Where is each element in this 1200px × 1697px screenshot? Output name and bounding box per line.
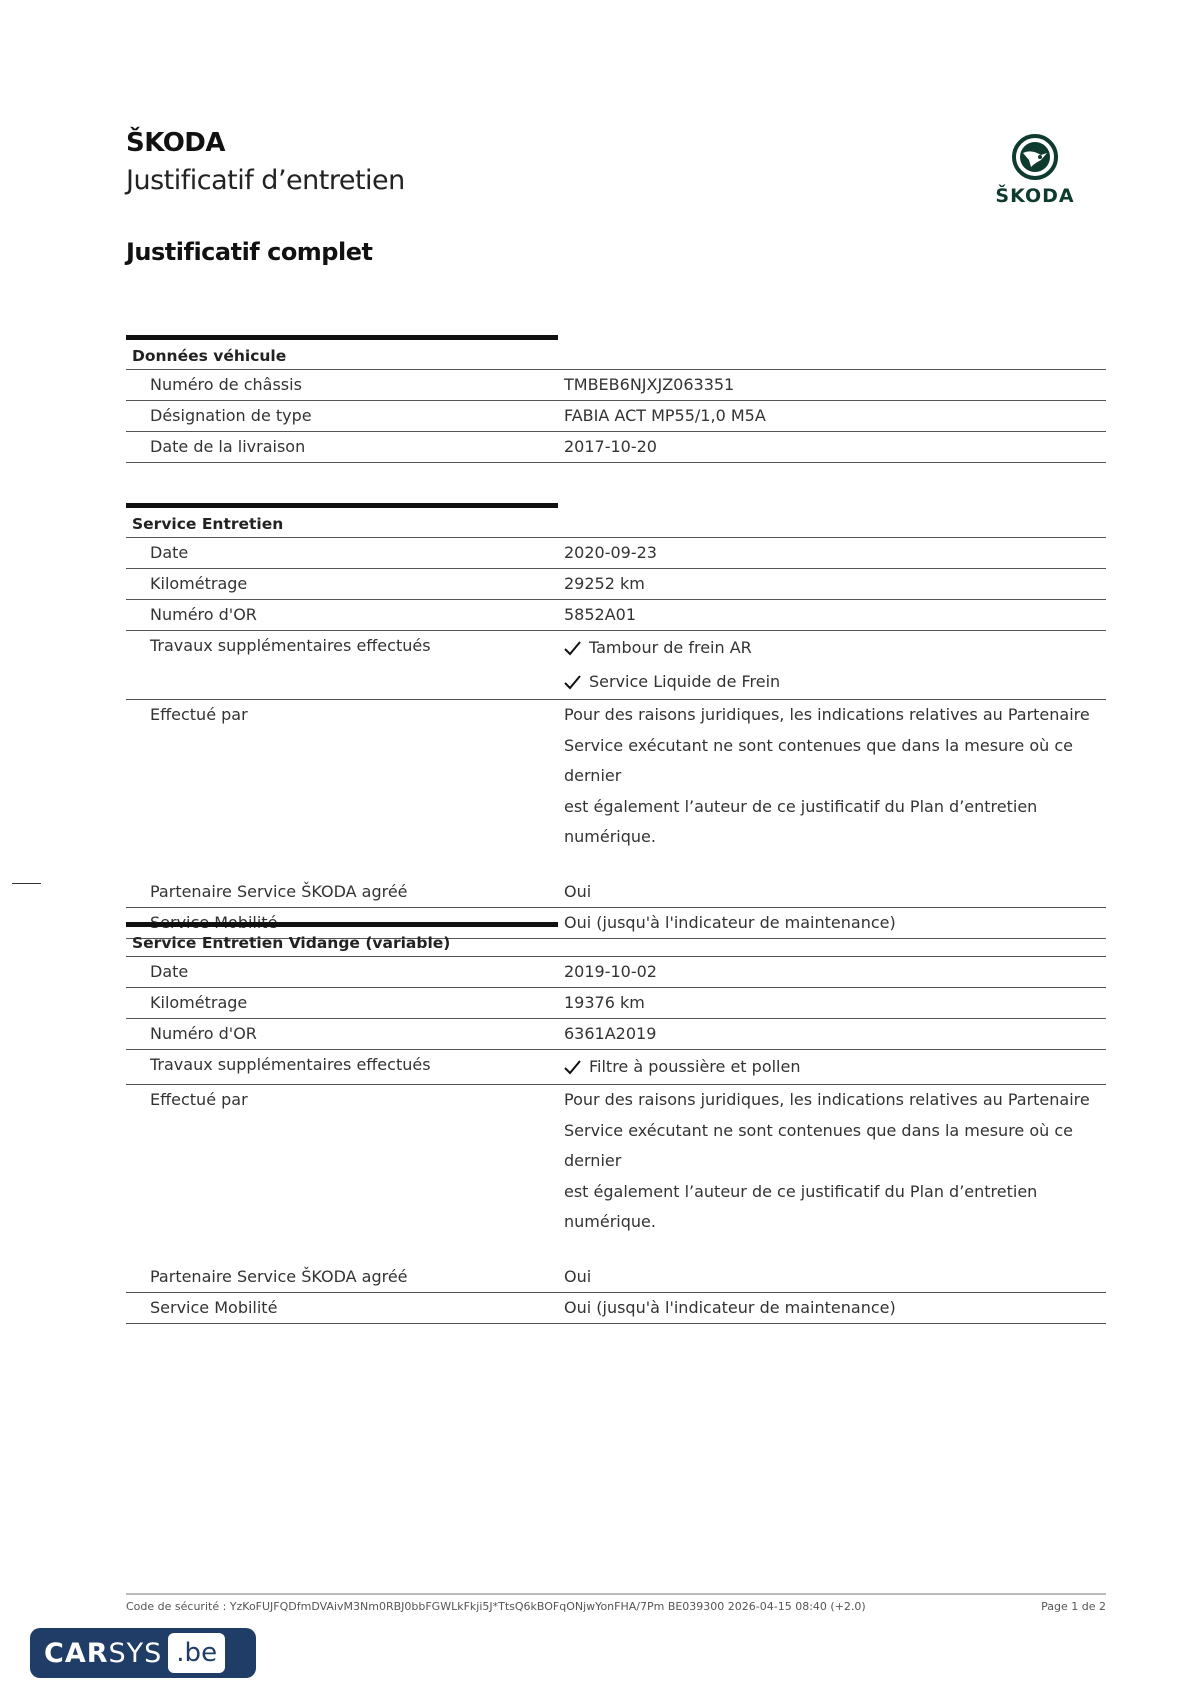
legal-notice-line: est également l’auteur de ce justificatif du Plan d’entretien numérique. bbox=[564, 796, 1038, 846]
row-value: Oui (jusqu'à l'indicateur de maintenance) bbox=[564, 912, 896, 932]
table-row bbox=[126, 568, 1106, 599]
skoda-winged-arrow-icon bbox=[1011, 133, 1059, 181]
carsys-sys-text: SYS bbox=[108, 1637, 163, 1669]
row-label: Service Mobilité bbox=[150, 1297, 278, 1317]
row-label: Kilométrage bbox=[150, 574, 248, 593]
table-row bbox=[126, 1018, 1106, 1049]
legal-notice-line: Service exécutant ne sont contenues que dans la mesure où ce dernier bbox=[564, 1120, 1074, 1170]
extra-work-item: Service Liquide de Frein bbox=[589, 672, 781, 691]
list-item bbox=[564, 665, 1106, 699]
row-label: Numéro d'OR bbox=[150, 605, 257, 624]
row-value: TMBEB6NJXJZ063351 bbox=[564, 375, 735, 394]
row-label: Numéro d'OR bbox=[150, 1024, 257, 1043]
table-row bbox=[126, 956, 1106, 987]
security-code: Code de sécurité : YzKoFUJFQDfmDVAivM3Nm0RBJ0bbFGWLkFkji5J*TtsQ6kBOFqONjwYonFHA/7Pm BE039300 2026-04-15 08:40 (+2.0) bbox=[126, 1600, 866, 1613]
row-value: Oui (jusqu'à l'indicateur de maintenance) bbox=[564, 1297, 896, 1317]
checkmark-icon bbox=[564, 641, 581, 656]
section-title: Service Entretien bbox=[126, 503, 558, 537]
table-row bbox=[126, 537, 1106, 568]
row-label: Date bbox=[150, 962, 189, 981]
row-label: Effectué par bbox=[150, 705, 248, 724]
carsys-watermark-logo bbox=[30, 1628, 256, 1678]
row-label: Partenaire Service ŠKODA agréé bbox=[150, 1266, 408, 1286]
section-heading: Justificatif complet bbox=[126, 238, 373, 266]
list-item bbox=[564, 631, 1106, 665]
row-label: Partenaire Service ŠKODA agréé bbox=[150, 881, 408, 901]
row-value: 29252 km bbox=[564, 574, 645, 593]
checkmark-icon bbox=[564, 1060, 581, 1075]
row-label: Travaux supplémentaires effectués bbox=[150, 636, 431, 655]
section-title: Service Entretien Vidange (variable) bbox=[126, 922, 558, 956]
page-number: Page 1 de 2 bbox=[1041, 1600, 1106, 1613]
brand-name: ŠKODA bbox=[126, 128, 226, 158]
table-row bbox=[126, 699, 1106, 877]
vehicle-data-section bbox=[126, 335, 1106, 463]
carsys-car-text: CAR bbox=[44, 1637, 109, 1669]
row-label: Date de la livraison bbox=[150, 437, 306, 456]
table-row bbox=[126, 1084, 1106, 1262]
extra-work-item: Filtre à poussière et pollen bbox=[589, 1057, 801, 1076]
legal-notice-line: Pour des raisons juridiques, les indications relatives au Partenaire bbox=[564, 1090, 1090, 1109]
checkmark-icon bbox=[564, 675, 581, 690]
row-value: 2020-09-23 bbox=[564, 543, 657, 562]
table-row bbox=[126, 1049, 1106, 1084]
table-row bbox=[126, 630, 1106, 699]
table-row bbox=[126, 1292, 1106, 1324]
table-row bbox=[126, 877, 1106, 907]
legal-notice-line: Service exécutant ne sont contenues que dans la mesure où ce dernier bbox=[564, 735, 1074, 785]
row-label: Effectué par bbox=[150, 1090, 248, 1109]
legal-notice-line: Pour des raisons juridiques, les indications relatives au Partenaire bbox=[564, 705, 1090, 724]
row-label: Kilométrage bbox=[150, 993, 248, 1012]
list-item bbox=[564, 1050, 1106, 1084]
table-row bbox=[126, 987, 1106, 1018]
page-footer bbox=[126, 1600, 1106, 1613]
row-value: Oui bbox=[564, 1266, 592, 1286]
row-value: 2019-10-02 bbox=[564, 962, 657, 981]
table-row bbox=[126, 1262, 1106, 1292]
margin-mark bbox=[12, 883, 41, 884]
row-label: Travaux supplémentaires effectués bbox=[150, 1055, 431, 1074]
skoda-logo bbox=[975, 133, 1095, 207]
row-label: Date bbox=[150, 543, 189, 562]
extra-work-list bbox=[558, 631, 1106, 699]
row-label: Numéro de châssis bbox=[150, 375, 302, 394]
table-row bbox=[126, 400, 1106, 431]
row-value: FABIA ACT MP55/1,0 M5A bbox=[564, 406, 766, 425]
row-value: 19376 km bbox=[564, 993, 645, 1012]
table-row bbox=[126, 599, 1106, 630]
document-title: Justificatif d’entretien bbox=[126, 165, 405, 196]
footer-divider bbox=[126, 1593, 1106, 1595]
row-value: 2017-10-20 bbox=[564, 437, 657, 456]
row-label: Désignation de type bbox=[150, 406, 312, 425]
row-label: Service Mobilité bbox=[150, 912, 278, 932]
table-row bbox=[126, 369, 1106, 400]
legal-notice bbox=[558, 700, 1106, 877]
row-value: 5852A01 bbox=[564, 605, 637, 624]
logo-wordmark: ŠKODA bbox=[995, 185, 1075, 207]
legal-notice bbox=[558, 1085, 1106, 1262]
legal-notice-line: est également l’auteur de ce justificatif du Plan d’entretien numérique. bbox=[564, 1181, 1038, 1231]
service-entretien-section bbox=[126, 503, 1106, 939]
service-vidange-section bbox=[126, 922, 1106, 1324]
section-title: Données véhicule bbox=[126, 335, 558, 369]
extra-work-list bbox=[558, 1050, 1106, 1084]
row-value: Oui bbox=[564, 881, 592, 901]
table-row bbox=[126, 431, 1106, 463]
extra-work-item: Tambour de frein AR bbox=[589, 638, 752, 657]
carsys-be-text: .be bbox=[168, 1633, 225, 1673]
row-value: 6361A2019 bbox=[564, 1024, 657, 1043]
